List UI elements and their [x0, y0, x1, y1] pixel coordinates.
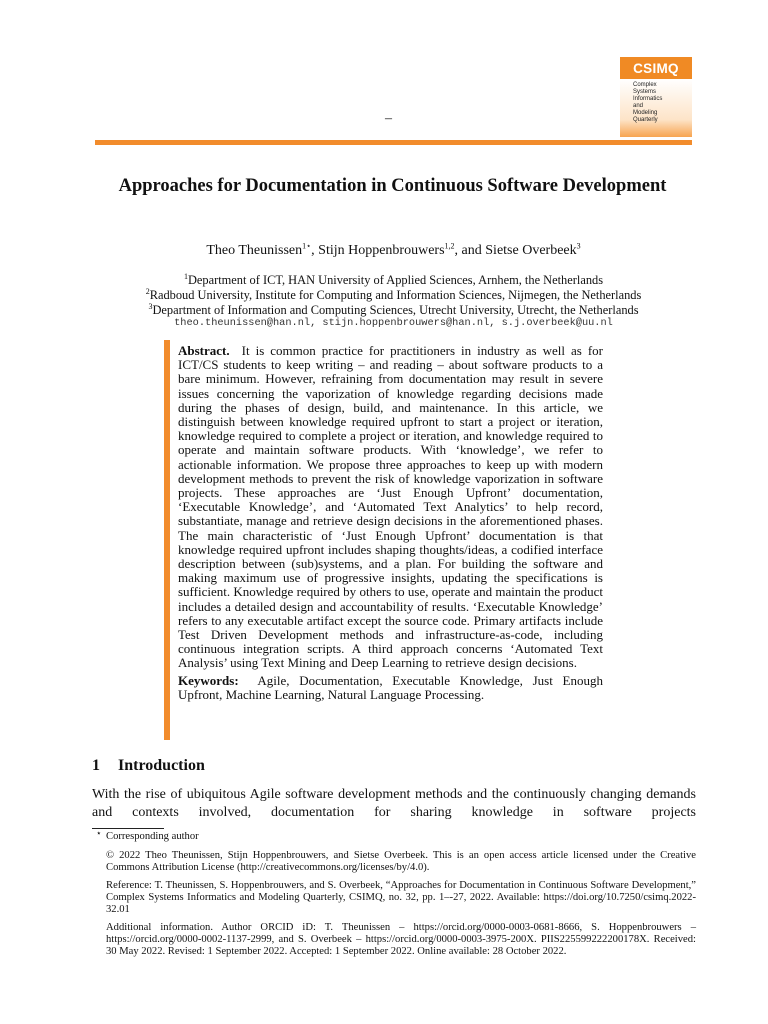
logo-body: [620, 79, 692, 137]
abstract-paragraph: [178, 344, 603, 671]
affiliation-sup: 2: [145, 286, 150, 296]
affiliation-text: Radboud University, Institute for Computing and Information Sciences, Nijmegen, the Netherlands: [149, 288, 642, 302]
abstract-label: Abstract.: [178, 343, 230, 358]
author-name: Theo Theunissen: [206, 243, 303, 258]
affiliation-sup: 3: [148, 301, 153, 311]
header-dash: –: [385, 111, 392, 126]
author-separator: , and: [454, 243, 486, 258]
author-separator: ,: [311, 243, 319, 258]
affiliation-text: Department of ICT, HAN University of Applied Sciences, Arnhem, the Netherlands: [187, 273, 604, 287]
logo-word: Complex: [633, 82, 657, 88]
abstract-accent-bar: [164, 340, 170, 740]
keywords-paragraph: [178, 674, 603, 702]
author-sup: 1,2: [444, 241, 455, 251]
author-sup: 1⋆: [302, 241, 312, 251]
footnote-additional: Additional information. Author ORCID iD: T. Theunissen – https://orcid.org/0000-0003-0681-8666, S. Hoppenbrouwers – https://orcid.org/0000-0002-1137-2999, and S. Overbeek – https://orcid.org/0000-0003-3975-200X. PIIS225599222200178X. Received: 30 May 2022. Revised: 1 September 2022. Accepted: 1 September 2022. Online available: 28 October 2022.: [106, 922, 696, 958]
author-line: [95, 243, 692, 259]
footnote-rule: [92, 828, 164, 829]
logo-word: and: [633, 103, 644, 109]
keywords-label: Keywords:: [178, 672, 239, 688]
section-title: Introduction: [118, 757, 205, 774]
affiliation: [95, 272, 692, 288]
header-rule: [95, 140, 692, 145]
author-emails: theo.theunissen@han.nl, stijn.hoppenbrouwers@han.nl, s.j.overbeek@uu.nl: [174, 317, 613, 329]
affiliation: [95, 287, 692, 303]
footnote-corresponding: Corresponding author: [106, 831, 199, 842]
logo-word: Systems: [633, 89, 657, 95]
logo-words: [633, 82, 662, 124]
author-name: Stijn Hoppenbrouwers: [318, 243, 445, 258]
affiliation-sup: 1: [183, 271, 188, 281]
intro-paragraph: With the rise of ubiquitous Agile software development methods and the continuously changing demands and contexts involved, documentation for sharing knowledge in software projects: [92, 787, 696, 820]
footnote-reference: Reference: T. Theunissen, S. Hoppenbrouwers, and S. Overbeek, “Approaches for Documentation in Continuous Software Development,” Complex Systems Informatics and Modeling Quarterly, CSIMQ, no. 32, pp. 1–-27, 2022. Available: https://doi.org/10.7250/csimq.2022-32.01: [106, 880, 696, 916]
footnote-star: ⋆: [96, 828, 102, 838]
section-number: 1: [92, 757, 100, 774]
keywords-text: Agile, Documentation, Executable Knowledge, Just Enough Upfront, Machine Learning, Natural Language Processing.: [178, 672, 603, 702]
journal-logo: [620, 57, 692, 137]
logo-title: CSIMQ: [620, 57, 692, 79]
author-name: Sietse Overbeek: [485, 243, 577, 258]
abstract-block: [178, 344, 603, 702]
footnote-copyright: © 2022 Theo Theunissen, Stijn Hoppenbrouwers, and Sietse Overbeek. This is an open access article licensed under the Creative Commons Attribution License (http://creativecommons.org/licenses/by/4.0).: [106, 850, 696, 874]
affiliation: [95, 302, 692, 318]
logo-word: Modeling: [633, 110, 658, 116]
paper-title: Approaches for Documentation in Continuous Software Development: [118, 176, 667, 196]
affiliation-text: Department of Information and Computing Sciences, Utrecht University, Utrecht, the Netherlands: [152, 303, 639, 317]
logo-word: Informatics: [633, 96, 663, 102]
author-sup: 3: [576, 241, 581, 251]
logo-word: Quarterly: [633, 117, 658, 123]
abstract-text: It is common practice for practitioners in industry as well as for ICT/CS students to keep writing – and reading – about software products to a bare minimum. However, refraining from documentation may result in severe issues concerning the vaporization of knowledge regarding decisions made during the phases of design, build, and maintenance. In this article, we distinguish between knowledge required upfront to start a project or iteration, knowledge required to complete a project or iteration, and knowledge required to operate and maintain software products. With ‘knowledge’, we refer to actionable information. We propose three approaches to keep up with modern development methods to prevent the risk of knowledge vaporization in software projects. These approaches are ‘Just Enough Upfront’ documentation, ‘Executable Knowledge’, and ‘Automated Text Analytics’ to help record, substantiate, manage and retrieve design decisions in the aforementioned phases. The main characteristic of ‘Just Enough Upfront’ documentation is that knowledge required upfront includes shaping thoughts/ideas, a codified interface description between (sub)systems, and a plan. For building the software and making maximum use of progressive insights, updating the specifications is sufficient. Knowledge required by others to use, operate and maintain the product includes a detailed design and accountability of results. ‘Executable Knowledge’ refers to any executable artifact except the source code. Primary artifacts include Test Driven Development methods and infrastructure-as-code, including continuous integration scripts. A third approach concerns ‘Automated Text Analysis’ using Text Mining and Deep Learning to retrieve design decisions.: [178, 343, 604, 671]
